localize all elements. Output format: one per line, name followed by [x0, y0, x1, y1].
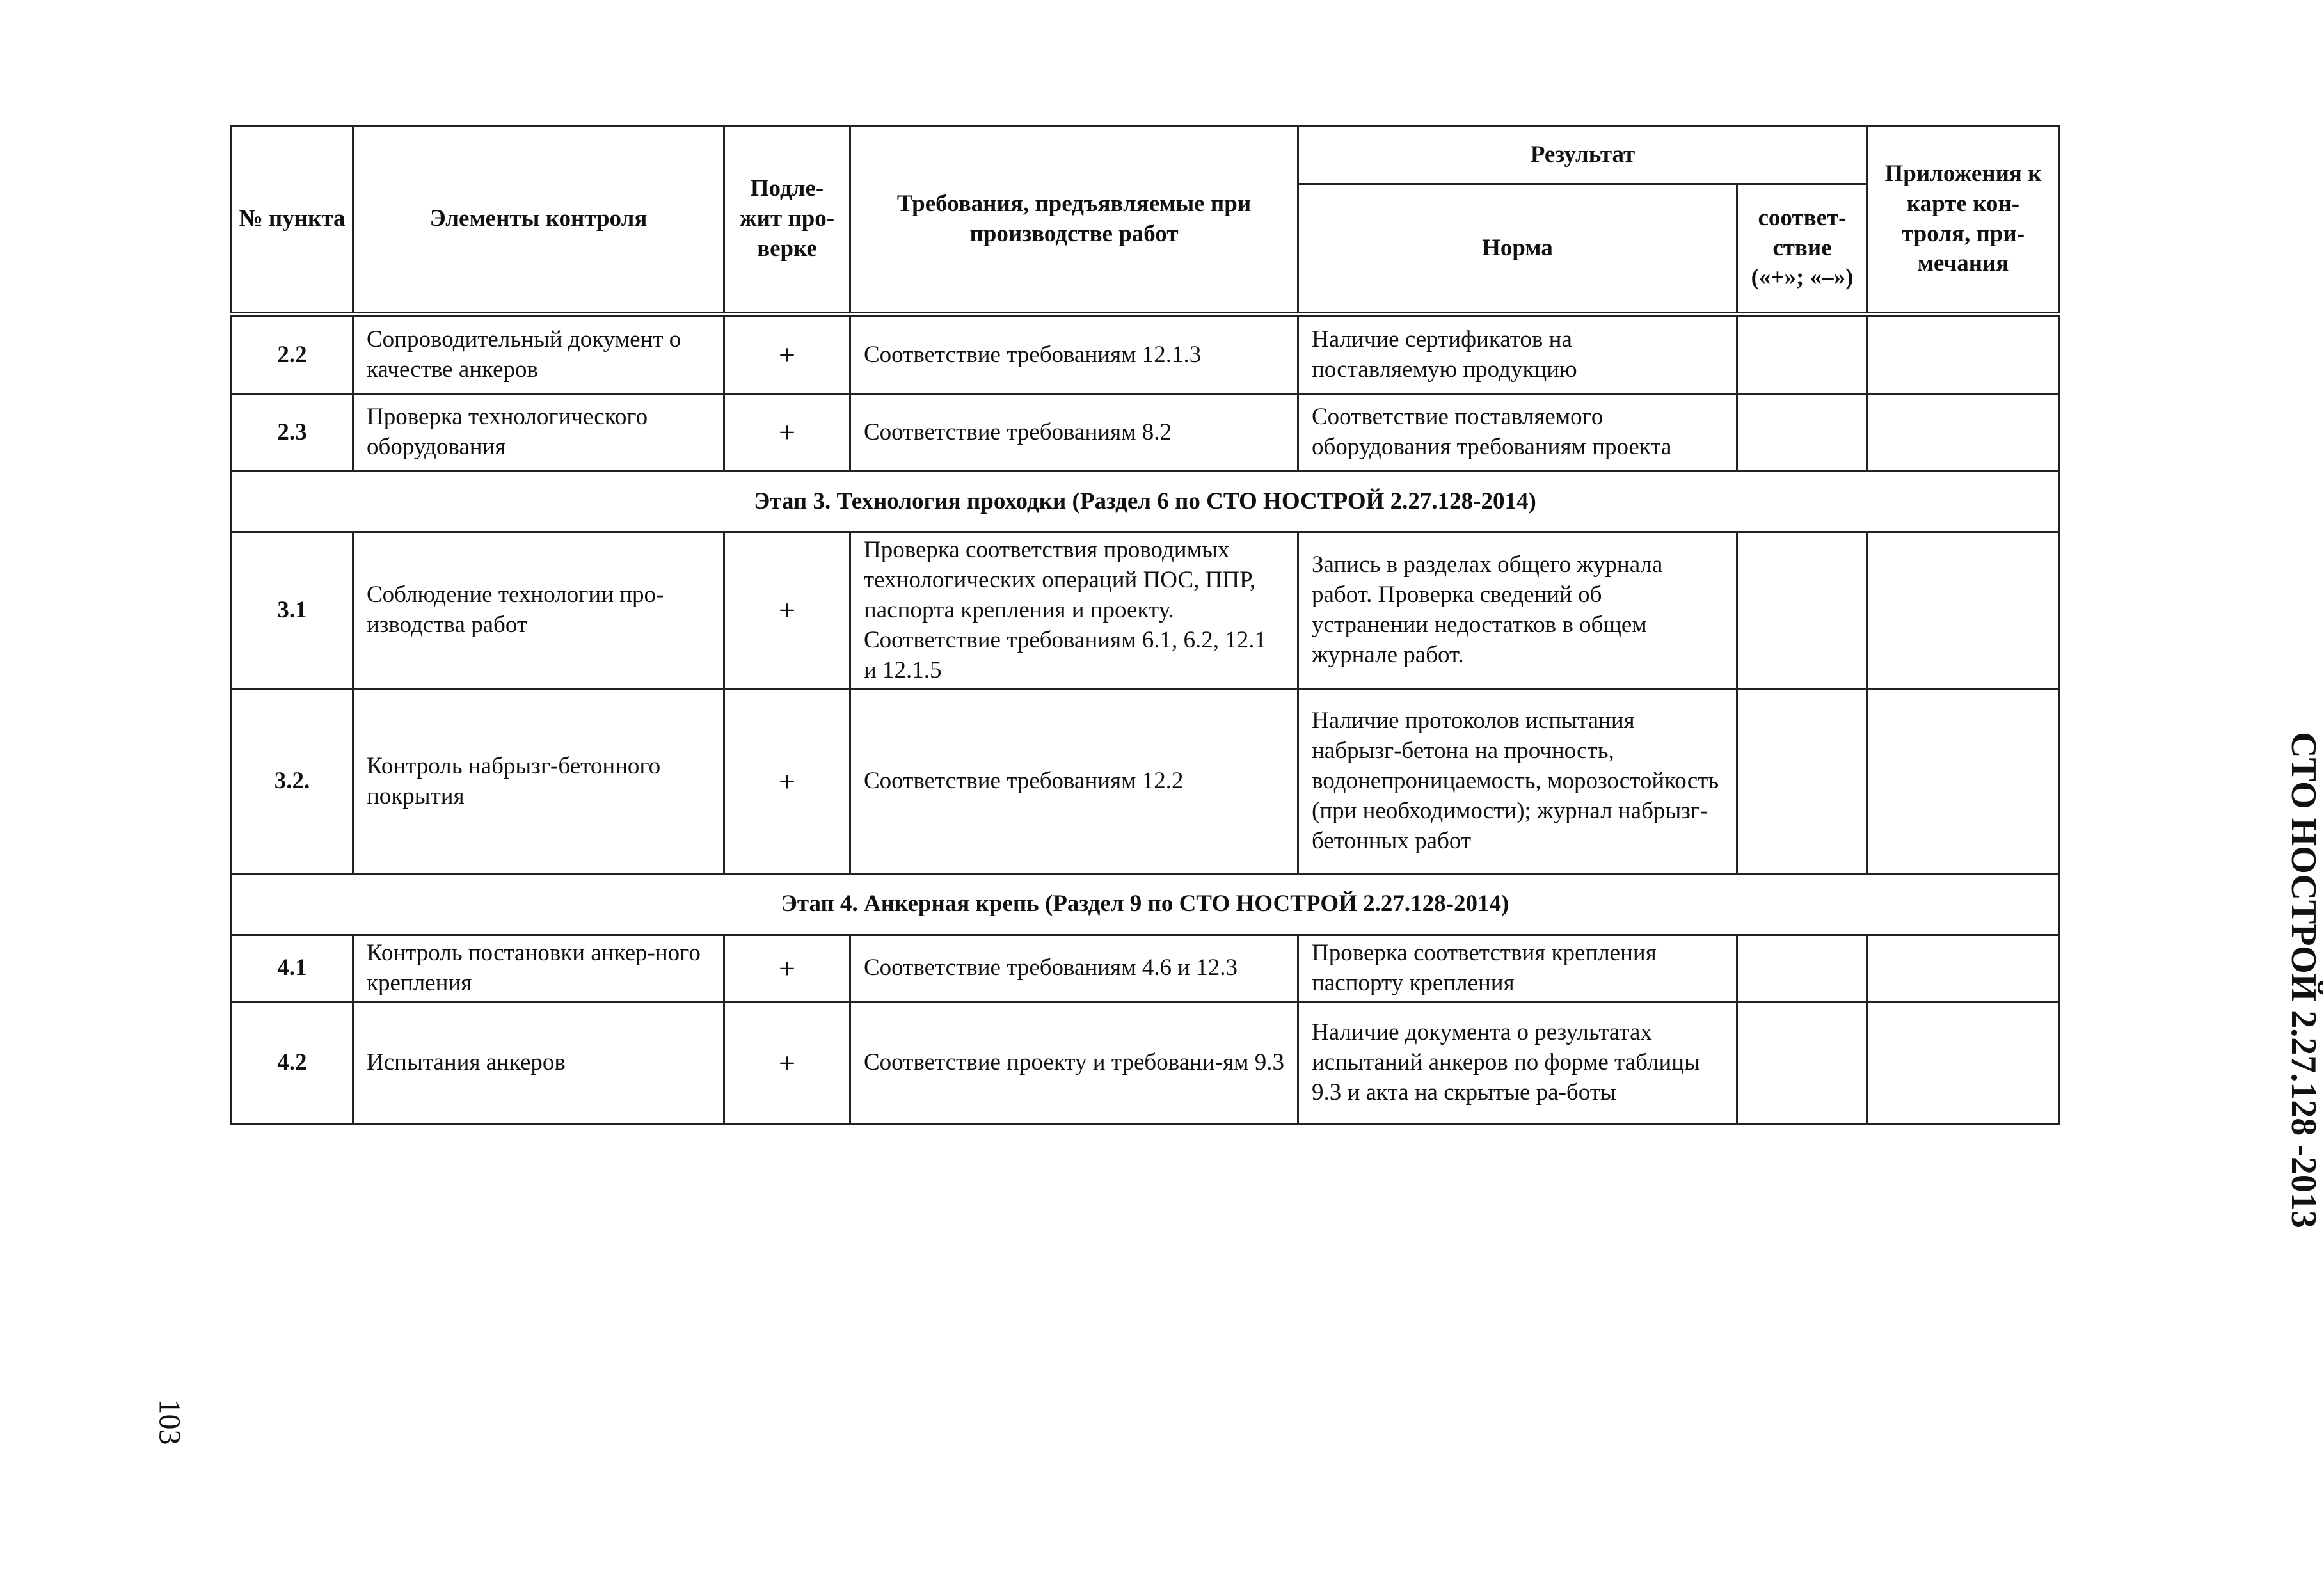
header-appendix: Приложения к карте кон-троля, при-мечания — [1868, 126, 2059, 315]
row-check: + — [724, 1002, 850, 1124]
table-row — [232, 689, 2059, 874]
row-compliance — [1737, 935, 1868, 1002]
row-compliance — [1737, 394, 1868, 472]
header-compliance: соответ-ствие («+»; «–») — [1737, 184, 1868, 315]
row-num: 3.2. — [232, 689, 353, 874]
row-check: + — [724, 935, 850, 1002]
row-requirement: Соответствие требованиям 12.2 — [850, 689, 1298, 874]
row-num: 2.2 — [232, 315, 353, 394]
header-requirements: Требования, предъявляемые при производстве работ — [850, 126, 1298, 315]
row-element: Контроль набрызг-бетонного покрытия — [353, 689, 724, 874]
row-appendix — [1868, 315, 2059, 394]
row-compliance — [1737, 1002, 1868, 1124]
row-element: Проверка технологического оборудования — [353, 394, 724, 472]
row-requirement: Проверка соответствия проводимых технологических операций ПОС, ППР, паспорта крепления и проекту. Соответствие требованиям 6.1, 6.2, 12.1 и 12.1.5 — [850, 532, 1298, 690]
row-num: 4.1 — [232, 935, 353, 1002]
row-norm: Проверка соответствия крепления паспорту крепления — [1298, 935, 1737, 1002]
row-appendix — [1868, 935, 2059, 1002]
stage-3-heading: Этап 3. Технология проходки (Раздел 6 по СТО НОСТРОЙ 2.27.128-2014) — [232, 472, 2059, 532]
row-appendix — [1868, 532, 2059, 690]
row-norm: Наличие сертификатов на поставляемую продукцию — [1298, 315, 1737, 394]
row-element: Испытания анкеров — [353, 1002, 724, 1124]
row-requirement: Соответствие требованиям 8.2 — [850, 394, 1298, 472]
stage-row — [232, 472, 2059, 532]
row-element: Соблюдение технологии про-изводства работ — [353, 532, 724, 690]
row-element: Контроль постановки анкер-ного крепления — [353, 935, 724, 1002]
row-appendix — [1868, 394, 2059, 472]
row-check: + — [724, 394, 850, 472]
page-number: 103 — [152, 1399, 187, 1445]
header-check: Подле-жит про-верке — [724, 126, 850, 315]
header-elements: Элементы контроля — [353, 126, 724, 315]
row-appendix — [1868, 1002, 2059, 1124]
table-row — [232, 935, 2059, 1002]
row-num: 3.1 — [232, 532, 353, 690]
row-norm: Запись в разделах общего журнала работ. Проверка сведений об устранении недостатков в общем журнале работ. — [1298, 532, 1737, 690]
row-check: + — [724, 689, 850, 874]
row-norm: Наличие документа о результатах испытаний анкеров по форме таблицы 9.3 и акта на скрытые ра-боты — [1298, 1002, 1737, 1124]
row-num: 2.3 — [232, 394, 353, 472]
row-requirement: Соответствие требованиям 4.6 и 12.3 — [850, 935, 1298, 1002]
row-element: Сопроводительный документ о качестве анкеров — [353, 315, 724, 394]
table-row — [232, 394, 2059, 472]
table-row — [232, 532, 2059, 690]
row-check: + — [724, 532, 850, 690]
row-check: + — [724, 315, 850, 394]
row-compliance — [1737, 689, 1868, 874]
row-norm: Соответствие поставляемого оборудования требованиям проекта — [1298, 394, 1737, 472]
stage-row — [232, 874, 2059, 935]
header-num: № пункта — [232, 126, 353, 315]
row-compliance — [1737, 532, 1868, 690]
row-norm: Наличие протоколов испытания набрызг-бетона на прочность, водонепроницаемость, морозостойкость (при необходимости); журнал набрызг-бетонных работ — [1298, 689, 1737, 874]
header-result: Результат — [1298, 126, 1868, 184]
control-table — [230, 125, 2060, 1125]
row-compliance — [1737, 315, 1868, 394]
stage-4-heading: Этап 4. Анкерная крепь (Раздел 9 по СТО НОСТРОЙ 2.27.128-2014) — [232, 874, 2059, 935]
row-requirement: Соответствие проекту и требовани-ям 9.3 — [850, 1002, 1298, 1124]
row-appendix — [1868, 689, 2059, 874]
table-header — [232, 126, 2059, 315]
row-requirement: Соответствие требованиям 12.1.3 — [850, 315, 1298, 394]
row-num: 4.2 — [232, 1002, 353, 1124]
document-standard-title: СТО НОСТРОЙ 2.27.128 -2013 — [2284, 732, 2323, 1228]
header-norm: Норма — [1298, 184, 1737, 315]
table-row — [232, 315, 2059, 394]
table-row — [232, 1002, 2059, 1124]
